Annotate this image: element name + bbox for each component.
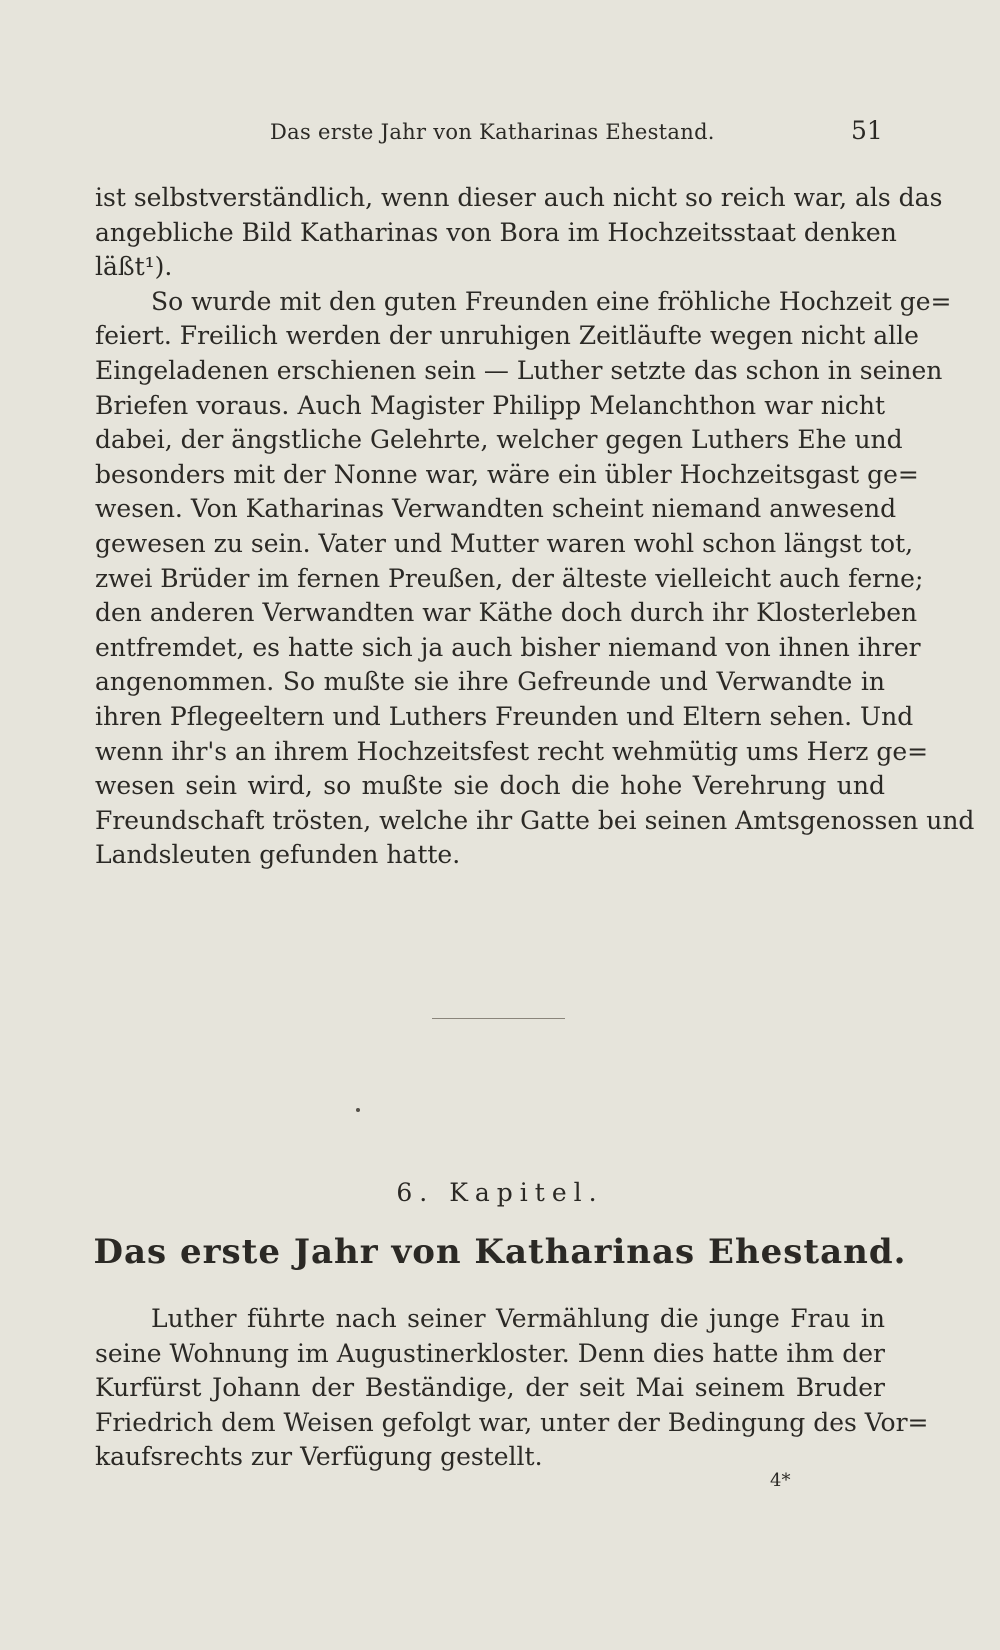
text-line: angebliche Bild Katharinas von Bora im Hochzeitsstaat denken [95, 217, 897, 247]
section-divider [432, 1018, 565, 1019]
text-line: Eingeladenen erschienen sein — Luther setzte das schon in seinen [95, 355, 943, 385]
text-line: wesen. Von Katharinas Verwandten scheint niemand anwesend [95, 494, 897, 524]
text-line: feiert. Freilich werden der unruhigen Zeitläufte wegen nicht alle [95, 321, 919, 351]
running-title: Das erste Jahr von Katharinas Ehestand. [270, 120, 715, 144]
text-line: So wurde mit den guten Freunden eine fröhliche Hochzeit ge= [151, 286, 952, 316]
page-number: 51 [851, 116, 883, 145]
text-line: kaufsrechts zur Verfügung gestellt. [95, 1442, 543, 1472]
text-line: wesen sein wird, so mußte sie doch die hohe Verehrung und [95, 771, 885, 801]
text-line: ist selbstverständlich, wenn dieser auch nicht so reich war, als das [95, 183, 943, 212]
text-line: Friedrich dem Weisen gefolgt war, unter der Bedingung des Vor= [95, 1407, 929, 1437]
text-line: wenn ihr's an ihrem Hochzeitsfest recht wehmütig ums Herz ge= [95, 736, 929, 766]
chapter-opening-paragraph [95, 1302, 929, 1475]
text-line: läßt¹). [95, 252, 173, 282]
chapter-title: Das erste Jahr von Katharinas Ehestand. [93, 1232, 907, 1272]
text-line: angenommen. So mußte sie ihre Gefreunde und Verwandte in [95, 667, 885, 697]
text-line: Kurfürst Johann der Beständige, der seit Mai seinem Bruder [95, 1373, 885, 1403]
text-line: Luther führte nach seiner Vermählung die junge Frau in [151, 1304, 885, 1333]
text-line: Briefen voraus. Auch Magister Philipp Melanchthon war nicht [95, 390, 885, 420]
text-line: den anderen Verwandten war Käthe doch durch ihr Klosterleben [95, 598, 918, 628]
text-line: besonders mit der Nonne war, wäre ein übler Hochzeitsgast ge= [95, 459, 919, 489]
printer-signature: 4* [770, 1470, 791, 1491]
text-line: gewesen zu sein. Vater und Mutter waren wohl schon längst tot, [95, 528, 914, 558]
text-line: dabei, der ängstliche Gelehrte, welcher gegen Luthers Ehe und [95, 425, 903, 455]
print-speck [356, 1108, 360, 1112]
text-line: zwei Brüder im fernen Preußen, der älteste vielleicht auch ferne; [95, 563, 924, 593]
text-line: ihren Pflegeeltern und Luthers Freunden und Eltern sehen. Und [95, 701, 914, 731]
text-line: Freundschaft trösten, welche ihr Gatte bei seinen Amtsgenossen und [95, 805, 975, 835]
paragraph-continuation [95, 181, 975, 873]
chapter-number: 6. Kapitel. [396, 1178, 604, 1207]
text-line: seine Wohnung im Augustinerkloster. Denn dies hatte ihm der [95, 1338, 885, 1368]
text-line: Landsleuten gefunden hatte. [95, 840, 461, 870]
text-line: entfremdet, es hatte sich ja auch bisher niemand von ihnen ihrer [95, 632, 921, 662]
